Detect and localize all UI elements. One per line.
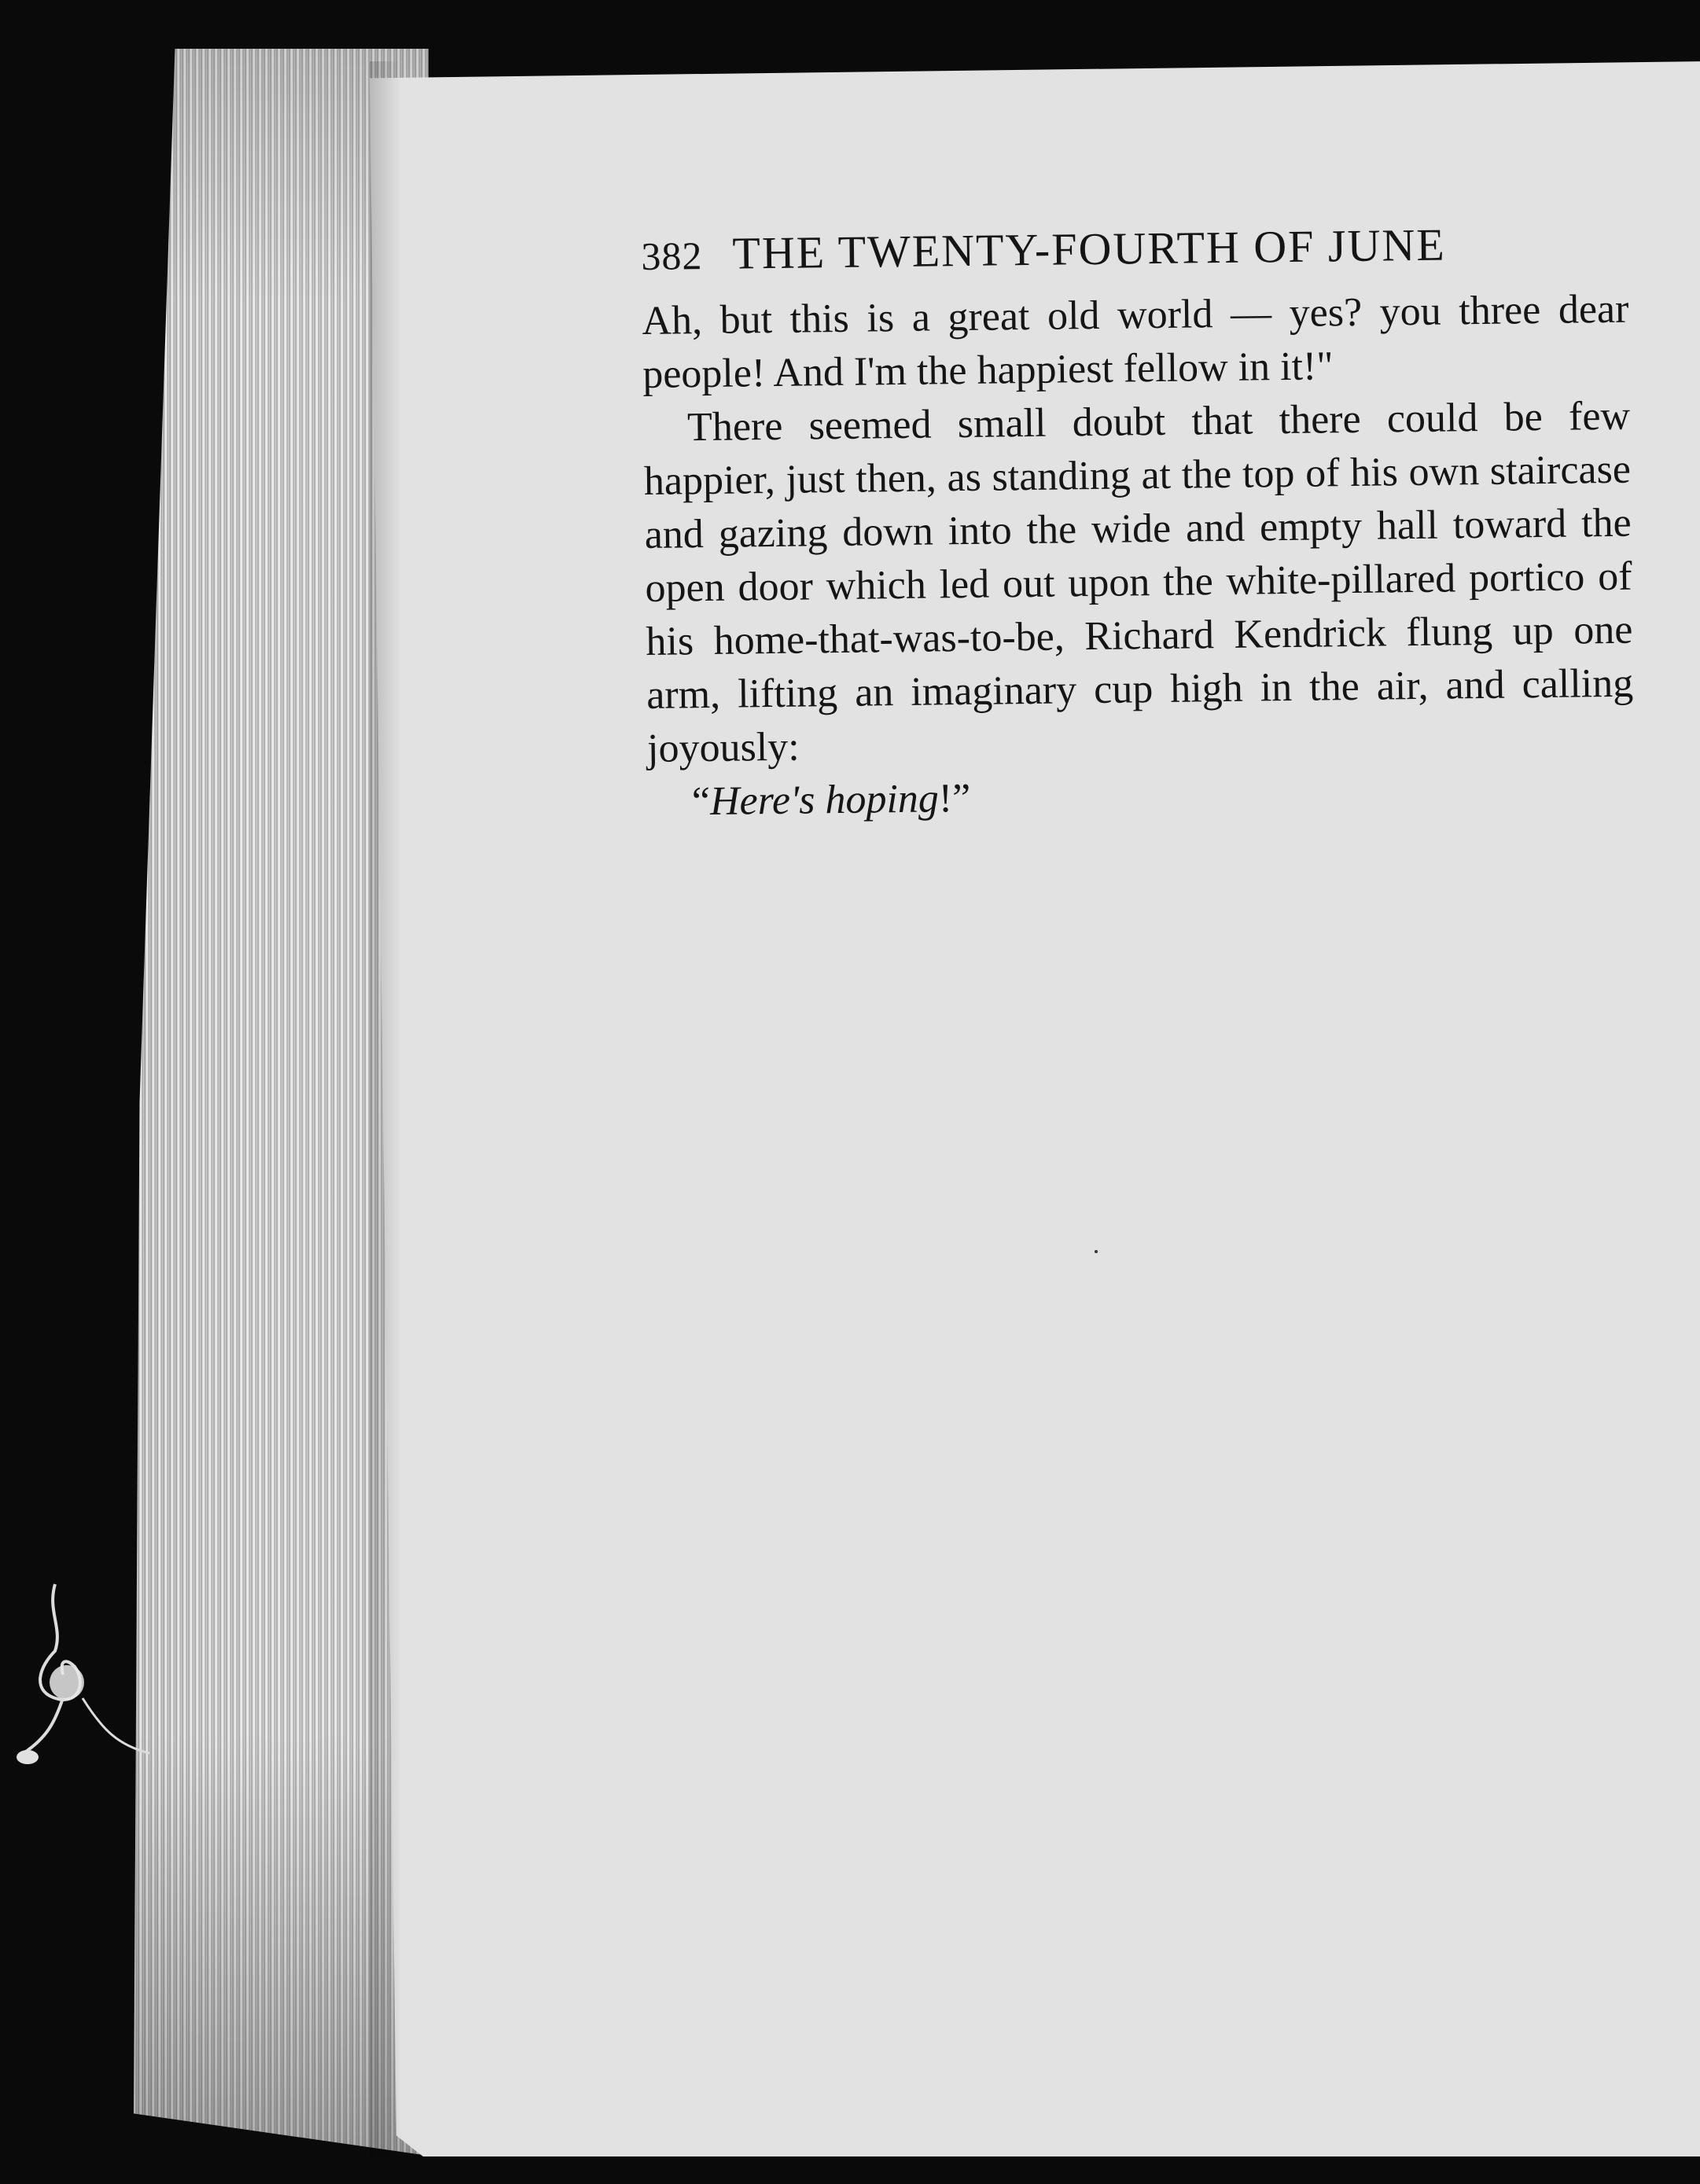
page-speck [1095,1250,1098,1253]
running-title: THE TWENTY-FOURTH OF JUNE [732,219,1447,279]
quote-open-mark: “ [691,778,711,825]
quote-close-mark: !” [938,775,971,822]
quote-text: Here's hoping [709,776,940,824]
scan-artifact-smudge [8,1580,165,1785]
paragraph-2: There seemed small doubt that there could be few happier, just then, as standing at the top of his own staircase and gazing down into the wide and empty hall toward the open door which led out upon the white-pillared portico of his home-that-was-to-be, Richard Kendrick flung up one arm, lifting an imaginary cup high in the air, and calling joyously: [643,393,1634,771]
page-text-block [641,216,1635,829]
page-number: 382 [641,233,703,278]
running-head [641,216,1628,281]
page-gutter-shadow [370,61,401,2156]
paragraph-1: Ah, but this is a great old world — yes? you three dear people! And I'm the happiest fellow in it!" [642,286,1629,397]
body-text [642,283,1634,776]
